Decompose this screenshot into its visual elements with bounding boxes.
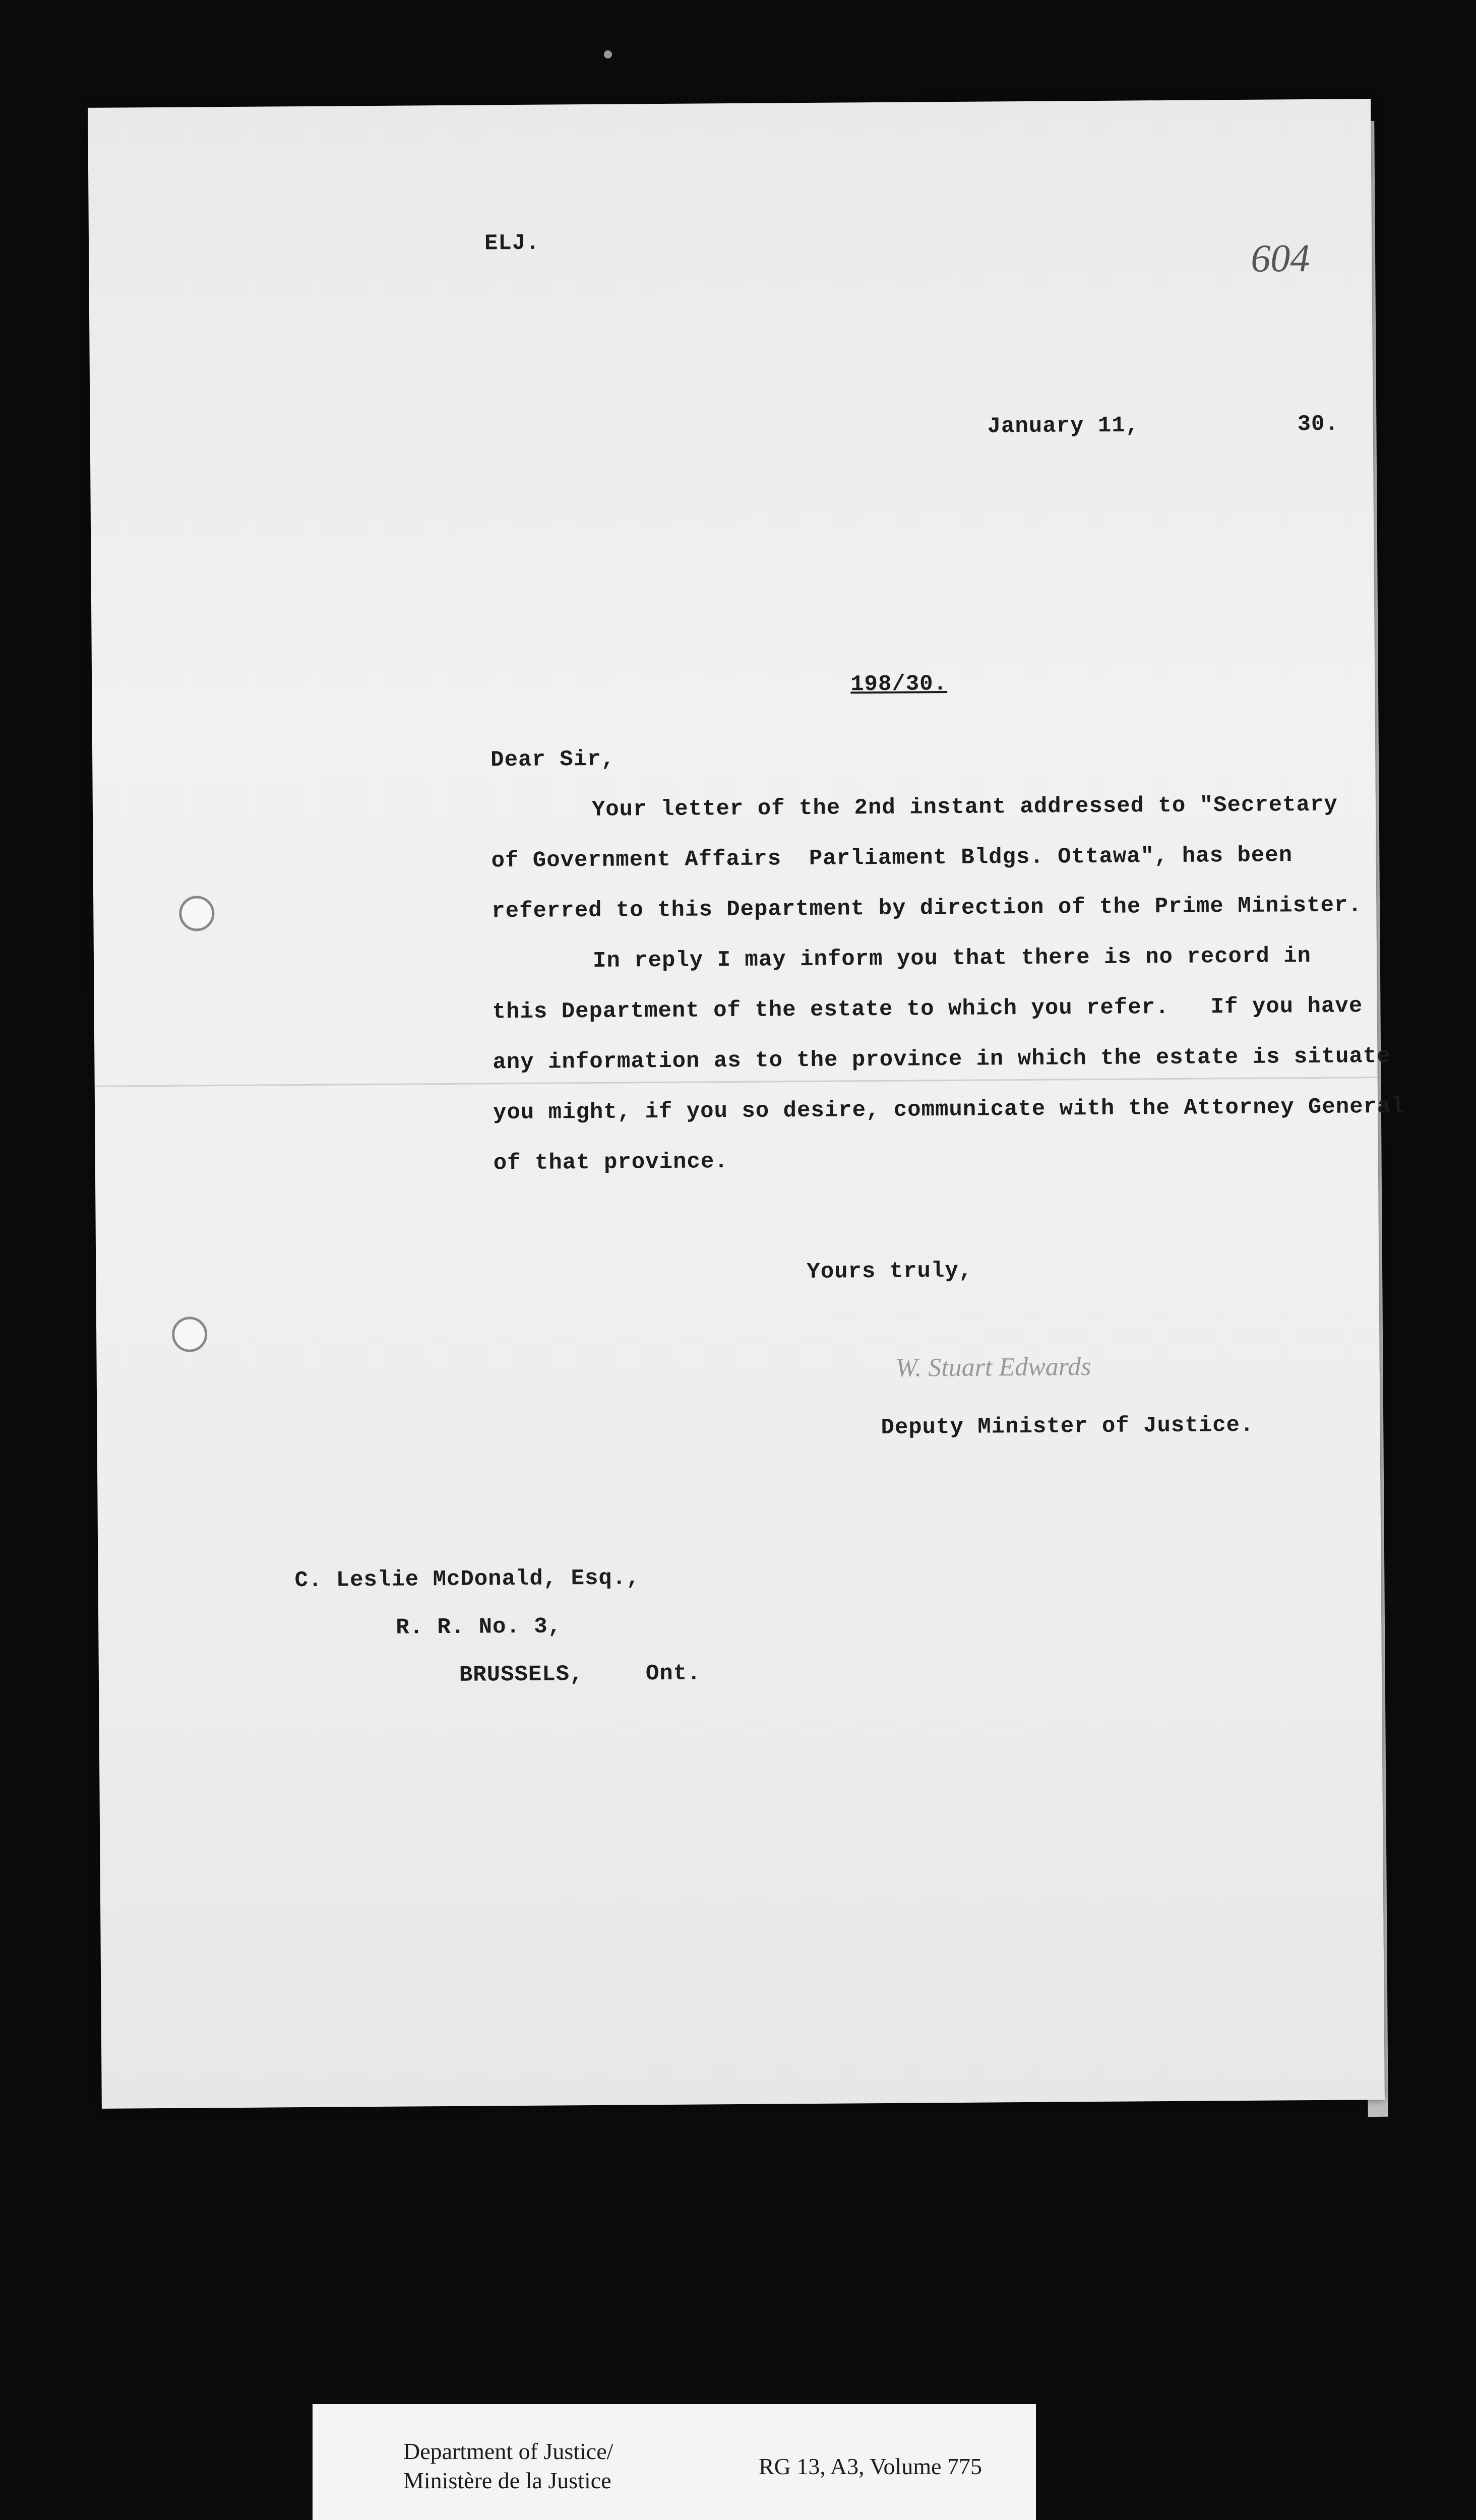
- body-line: referred to this Department by direction of the Prime Minister.: [491, 893, 1362, 924]
- punch-hole: [172, 1316, 207, 1352]
- addressee-province: Ont.: [645, 1661, 701, 1687]
- body-line: this Department of the estate to which you refer. If you have: [492, 993, 1363, 1025]
- body-line: of Government Affairs Parliament Bldgs. Ottawa", has been: [491, 843, 1293, 874]
- body-line: Your letter of the 2nd instant addressed to "Secretary: [591, 792, 1338, 823]
- page-number: 604: [1251, 236, 1310, 280]
- addressee-town: BRUSSELS,: [459, 1662, 584, 1688]
- archive-reference: RG 13, A3, Volume 775: [759, 2453, 982, 2479]
- addressee-name: C. Leslie McDonald, Esq.,: [294, 1565, 640, 1594]
- punch-hole: [179, 896, 214, 931]
- addressee-route: R. R. No. 3,: [396, 1614, 562, 1641]
- svg-text:W. Stuart Edwards: W. Stuart Edwards: [895, 1352, 1091, 1382]
- closing: Yours truly,: [807, 1258, 973, 1285]
- date: January 11,: [987, 413, 1140, 439]
- department-line: Department of Justice/: [403, 2438, 613, 2464]
- initials: ELJ.: [484, 230, 540, 257]
- file-number: 198/30.: [850, 671, 948, 698]
- fold-line: [95, 1077, 1378, 1087]
- scan-dust-mark: [604, 50, 612, 58]
- archive-reference-label: [313, 2404, 1036, 2520]
- body-line: you might, if you so desire, communicate with the Attorney General: [493, 1094, 1405, 1126]
- body-line: In reply I may inform you that there is no record in: [592, 943, 1312, 974]
- signer-title: Deputy Minister of Justice.: [881, 1412, 1254, 1441]
- signature-stamp: [890, 1345, 1173, 1388]
- salutation: Dear Sir,: [490, 746, 616, 773]
- date-year: 30.: [1297, 411, 1339, 437]
- department-line-fr: Ministère de la Justice: [403, 2468, 611, 2493]
- body-line: of that province.: [493, 1149, 728, 1176]
- body-line: any information as to the province in which the estate is situate: [493, 1043, 1391, 1076]
- letter-page: [88, 99, 1405, 2109]
